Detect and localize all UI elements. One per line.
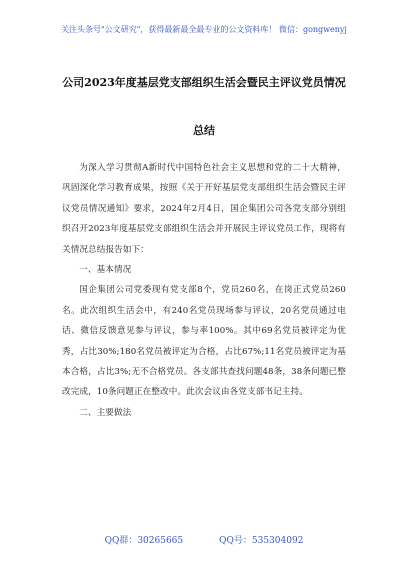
- header-note: 关注头条号"公文研究"，获得最新最全最专业的公文资料库！ 微信：gongwenyj: [61, 25, 347, 34]
- document-body: [62, 158, 346, 423]
- section-heading-practices: 二、主要做法: [79, 407, 132, 418]
- document-title-line1: 公司2023年度基层党支部组织生活会暨民主评议党员情况: [62, 76, 346, 89]
- section-heading-basic: 一、基本情况: [79, 265, 132, 276]
- footer-qq-group: QQ群：30265665: [104, 536, 184, 546]
- intro-paragraph: 为深入学习贯彻A新时代中国特色社会主义思想和党的二十大精神，巩固深化学习教育成果，按照《关于开好基层党支部组织生活会暨民主评议党员情况通知》要求，2024年2月4日，国企集团公司各党支部分别组织召开2023年度基层党支部组织生活会并开展民主评议党员工作，现将有关情况总结报告如下：: [62, 163, 346, 255]
- document-title-line2: 总结: [193, 124, 215, 137]
- footer-contact: [0, 533, 408, 546]
- basic-info-paragraph: 国企集团公司党委现有党支部8个，党员260名，在岗正式党员260名。此次组织生活会中，有240名党员现场参与评议，20名党员通过电话、微信反馈意见参与评议，参与率100%。其中69名党员被评定为优秀，占比30%;180名党员被评定为合格，占比67%;11名党员被评定为基本合格，占比3%;无不合格党员。各支部共查找问题48条，38条问题已整改完成，10条问题正在整改中。此次会议由各党支部书记主持。: [62, 285, 346, 398]
- footer-qq-number: QQ号：535304092: [219, 536, 304, 546]
